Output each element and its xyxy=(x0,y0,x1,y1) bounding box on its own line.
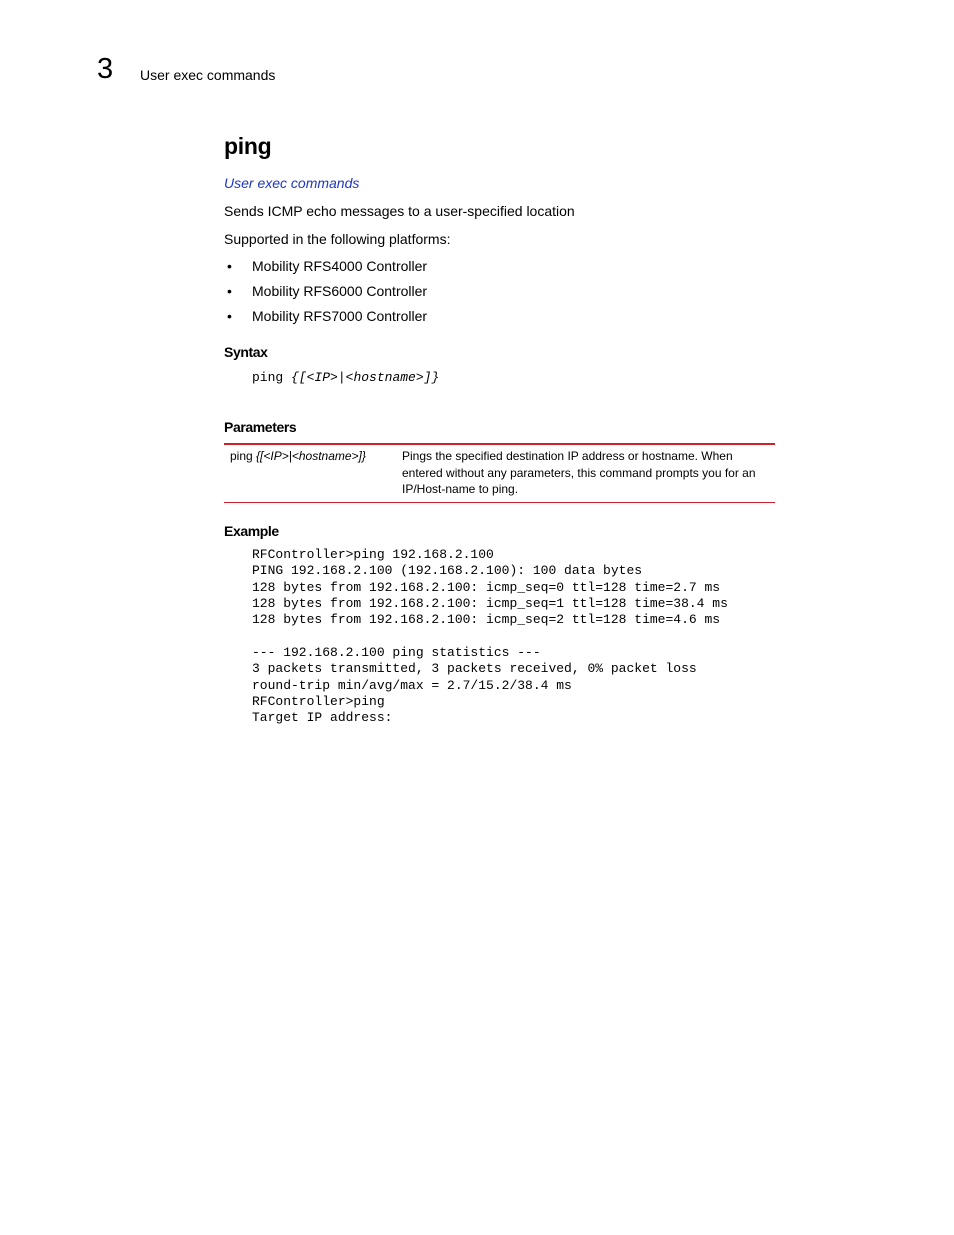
syntax-args: {[<IP>|<hostname>]} xyxy=(291,370,440,385)
syntax-command: ping xyxy=(252,370,284,385)
example-code: RFController>ping 192.168.2.100 PING 192.168.2.100 (192.168.2.100): 100 data bytes 128 bytes from 192.168.2.100: icmp_seq=0 ttl=128 time=2.7 ms 128 bytes from 192.168.2.100: icmp_seq=1 ttl=128 time=38.4 ms 128 bytes from 192.168.2.100: icmp_seq=2 ttl=128 time=4.6 ms --- 192.168.2.100 ping statistics --- 3 packets transmitted, 3 packets received, 0% packet loss round-trip min/avg/max = 2.7/15.2/38.4 ms RFController>ping Target IP address: xyxy=(252,547,728,726)
parameter-name xyxy=(230,448,395,465)
parameters-heading: Parameters xyxy=(224,419,297,435)
bullet-icon: • xyxy=(227,258,232,274)
command-description: Sends ICMP echo messages to a user-specified location xyxy=(224,203,575,219)
list-item xyxy=(224,257,427,282)
parameters-table xyxy=(224,443,775,503)
platform-name: Mobility RFS4000 Controller xyxy=(252,258,428,274)
list-item xyxy=(224,282,427,307)
chapter-number: 3 xyxy=(97,53,114,85)
bullet-icon: • xyxy=(227,308,232,324)
list-item xyxy=(224,307,427,332)
page-title: ping xyxy=(224,133,272,159)
platform-name: Mobility RFS6000 Controller xyxy=(252,283,428,299)
parameter-name-italic: {[<IP>|<hostname>]} xyxy=(256,449,366,463)
bullet-icon: • xyxy=(227,283,232,299)
parameter-name-plain: ping xyxy=(230,449,257,463)
example-heading: Example xyxy=(224,523,279,539)
platforms-intro: Supported in the following platforms: xyxy=(224,231,451,247)
chapter-title: User exec commands xyxy=(140,67,276,83)
syntax-block xyxy=(252,369,439,387)
breadcrumb-link[interactable]: User exec commands xyxy=(224,175,360,191)
parameter-description: Pings the specified destination IP address or hostname. When entered without any parameters, this command prompts you for an IP/Host-name to ping. xyxy=(402,449,756,496)
platform-name: Mobility RFS7000 Controller xyxy=(252,308,428,324)
syntax-heading: Syntax xyxy=(224,344,268,360)
platform-list xyxy=(224,257,427,332)
table-row xyxy=(224,445,775,502)
